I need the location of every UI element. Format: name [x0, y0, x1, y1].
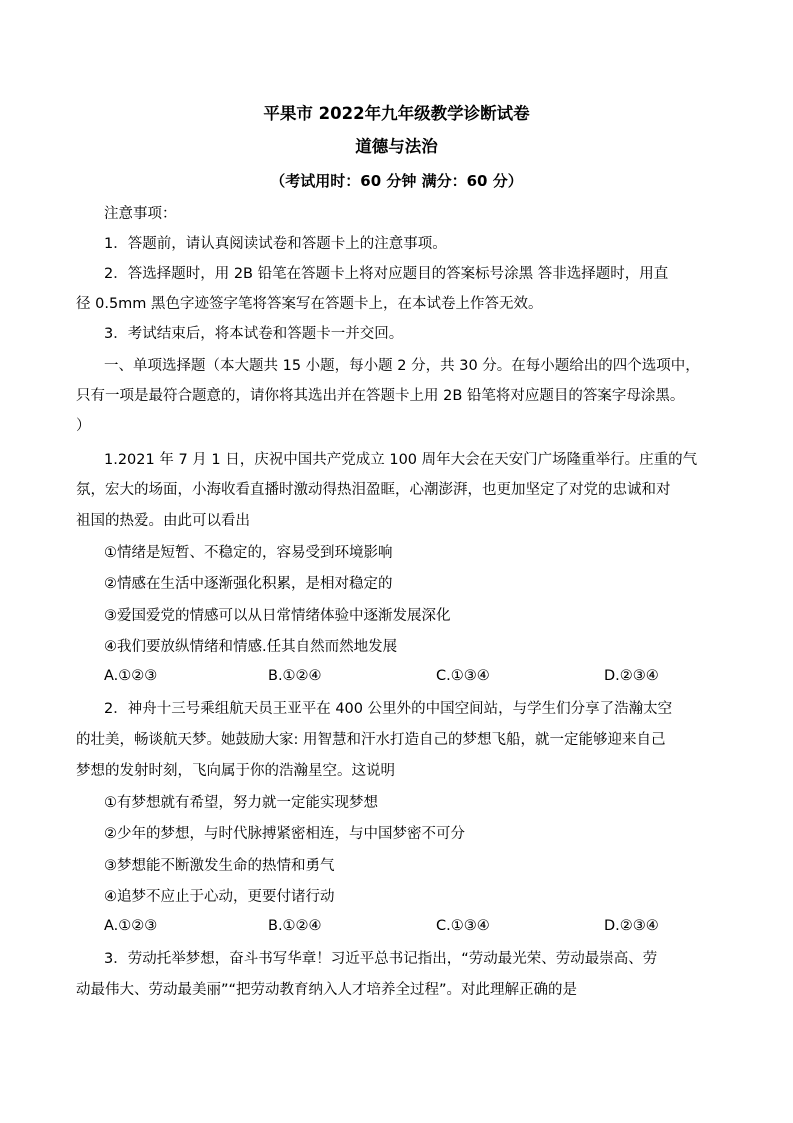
question-1-statement: ②情感在生活中逐渐强化积累，是相对稳定的 [104, 576, 393, 592]
question-1-options [0, 668, 793, 690]
question-2-statement: ②少年的梦想，与时代脉搏紧密相连，与中国梦密不可分 [104, 826, 465, 842]
question-2-statement: ③梦想能不断激发生命的热情和勇气 [104, 858, 335, 874]
option-c: C.①③④ [436, 918, 490, 934]
question-2-stem: 2．神舟十三号乘组航天员王亚平在 400 公里外的中国空间站，与学生们分享了浩瀚太空 [104, 701, 673, 717]
question-2-options [0, 918, 793, 940]
question-2-statement: ①有梦想就有希望，努力就一定能实现梦想 [104, 795, 378, 811]
exam-title: 平果市 2022年九年级教学诊断试卷 [263, 104, 530, 123]
option-d: D.②③④ [604, 668, 659, 684]
question-1-stem: 氛，宏大的场面，小海收看直播时激动得热泪盈眶，心潮澎湃，也更加坚定了对党的忠诚和对 [76, 482, 671, 498]
question-3-stem: 动最伟大、劳动最美丽”“把劳动教育纳入人才培养全过程”。对此理解正确的是 [76, 982, 578, 998]
note-line: 2．答选择题时，用 2B 铅笔在答题卡上将对应题目的答案标号涂黑 答非选择题时，用直 [104, 266, 669, 282]
option-d: D.②③④ [604, 918, 659, 934]
option-a: A.①②③ [104, 668, 158, 684]
note-line: 3．考试结束后，将本试卷和答题卡一并交回。 [104, 326, 404, 342]
option-b: B.①②④ [268, 668, 322, 684]
option-c: C.①③④ [436, 668, 490, 684]
section-heading: 一、单项选择题（本大题共 15 小题，每小题 2 分，共 30 分。在每小题给出的四个选项中， [104, 358, 700, 374]
question-2-stem: 的壮美，畅谈航天梦。她鼓励大家: 用智慧和汗水打造自己的梦想飞船，就一定能够迎来自己 [76, 732, 666, 748]
question-1-stem: 祖国的热爱。由此可以看出 [76, 513, 250, 529]
question-2-statement: ④追梦不应止于心动，更要付诸行动 [104, 889, 335, 905]
question-1-statement: ①情绪是短暂、不稳定的，容易受到环境影响 [104, 545, 393, 561]
section-instruction: 只有一项是最符合题意的，请你将其选出并在答题卡上用 2B 铅笔将对应题目的答案字母涂黑。 [76, 388, 685, 404]
exam-time-score: （考试用时：60 分钟 满分：60 分） [270, 172, 523, 190]
question-2-stem: 梦想的发射时刻，飞向属于你的浩瀚星空。这说明 [76, 763, 395, 779]
note-line: 径 0.5mm 黑色字迹签字笔将答案写在答题卡上，在本试卷上作答无效。 [76, 296, 543, 312]
section-instruction: ） [76, 418, 91, 434]
notes-heading: 注意事项： [104, 206, 177, 222]
question-1-stem: 1.2021 年 7 月 1 日，庆祝中国共产党成立 100 周年大会在天安门广场隆重举行。庄重的气 [104, 452, 698, 468]
question-3-stem: 3．劳动托举梦想，奋斗书写华章！习近平总书记指出，“劳动最光荣、劳动最崇高、劳 [104, 951, 658, 967]
question-1-statement: ④我们要放纵情绪和情感.任其自然而然地发展 [104, 639, 398, 655]
exam-subject: 道德与法治 [355, 137, 438, 156]
option-b: B.①②④ [268, 918, 322, 934]
question-1-statement: ③爱国爱党的情感可以从日常情绪体验中逐渐发展深化 [104, 608, 451, 624]
option-a: A.①②③ [104, 918, 158, 934]
note-line: 1．答题前，请认真阅读试卷和答题卡上的注意事项。 [104, 236, 447, 252]
